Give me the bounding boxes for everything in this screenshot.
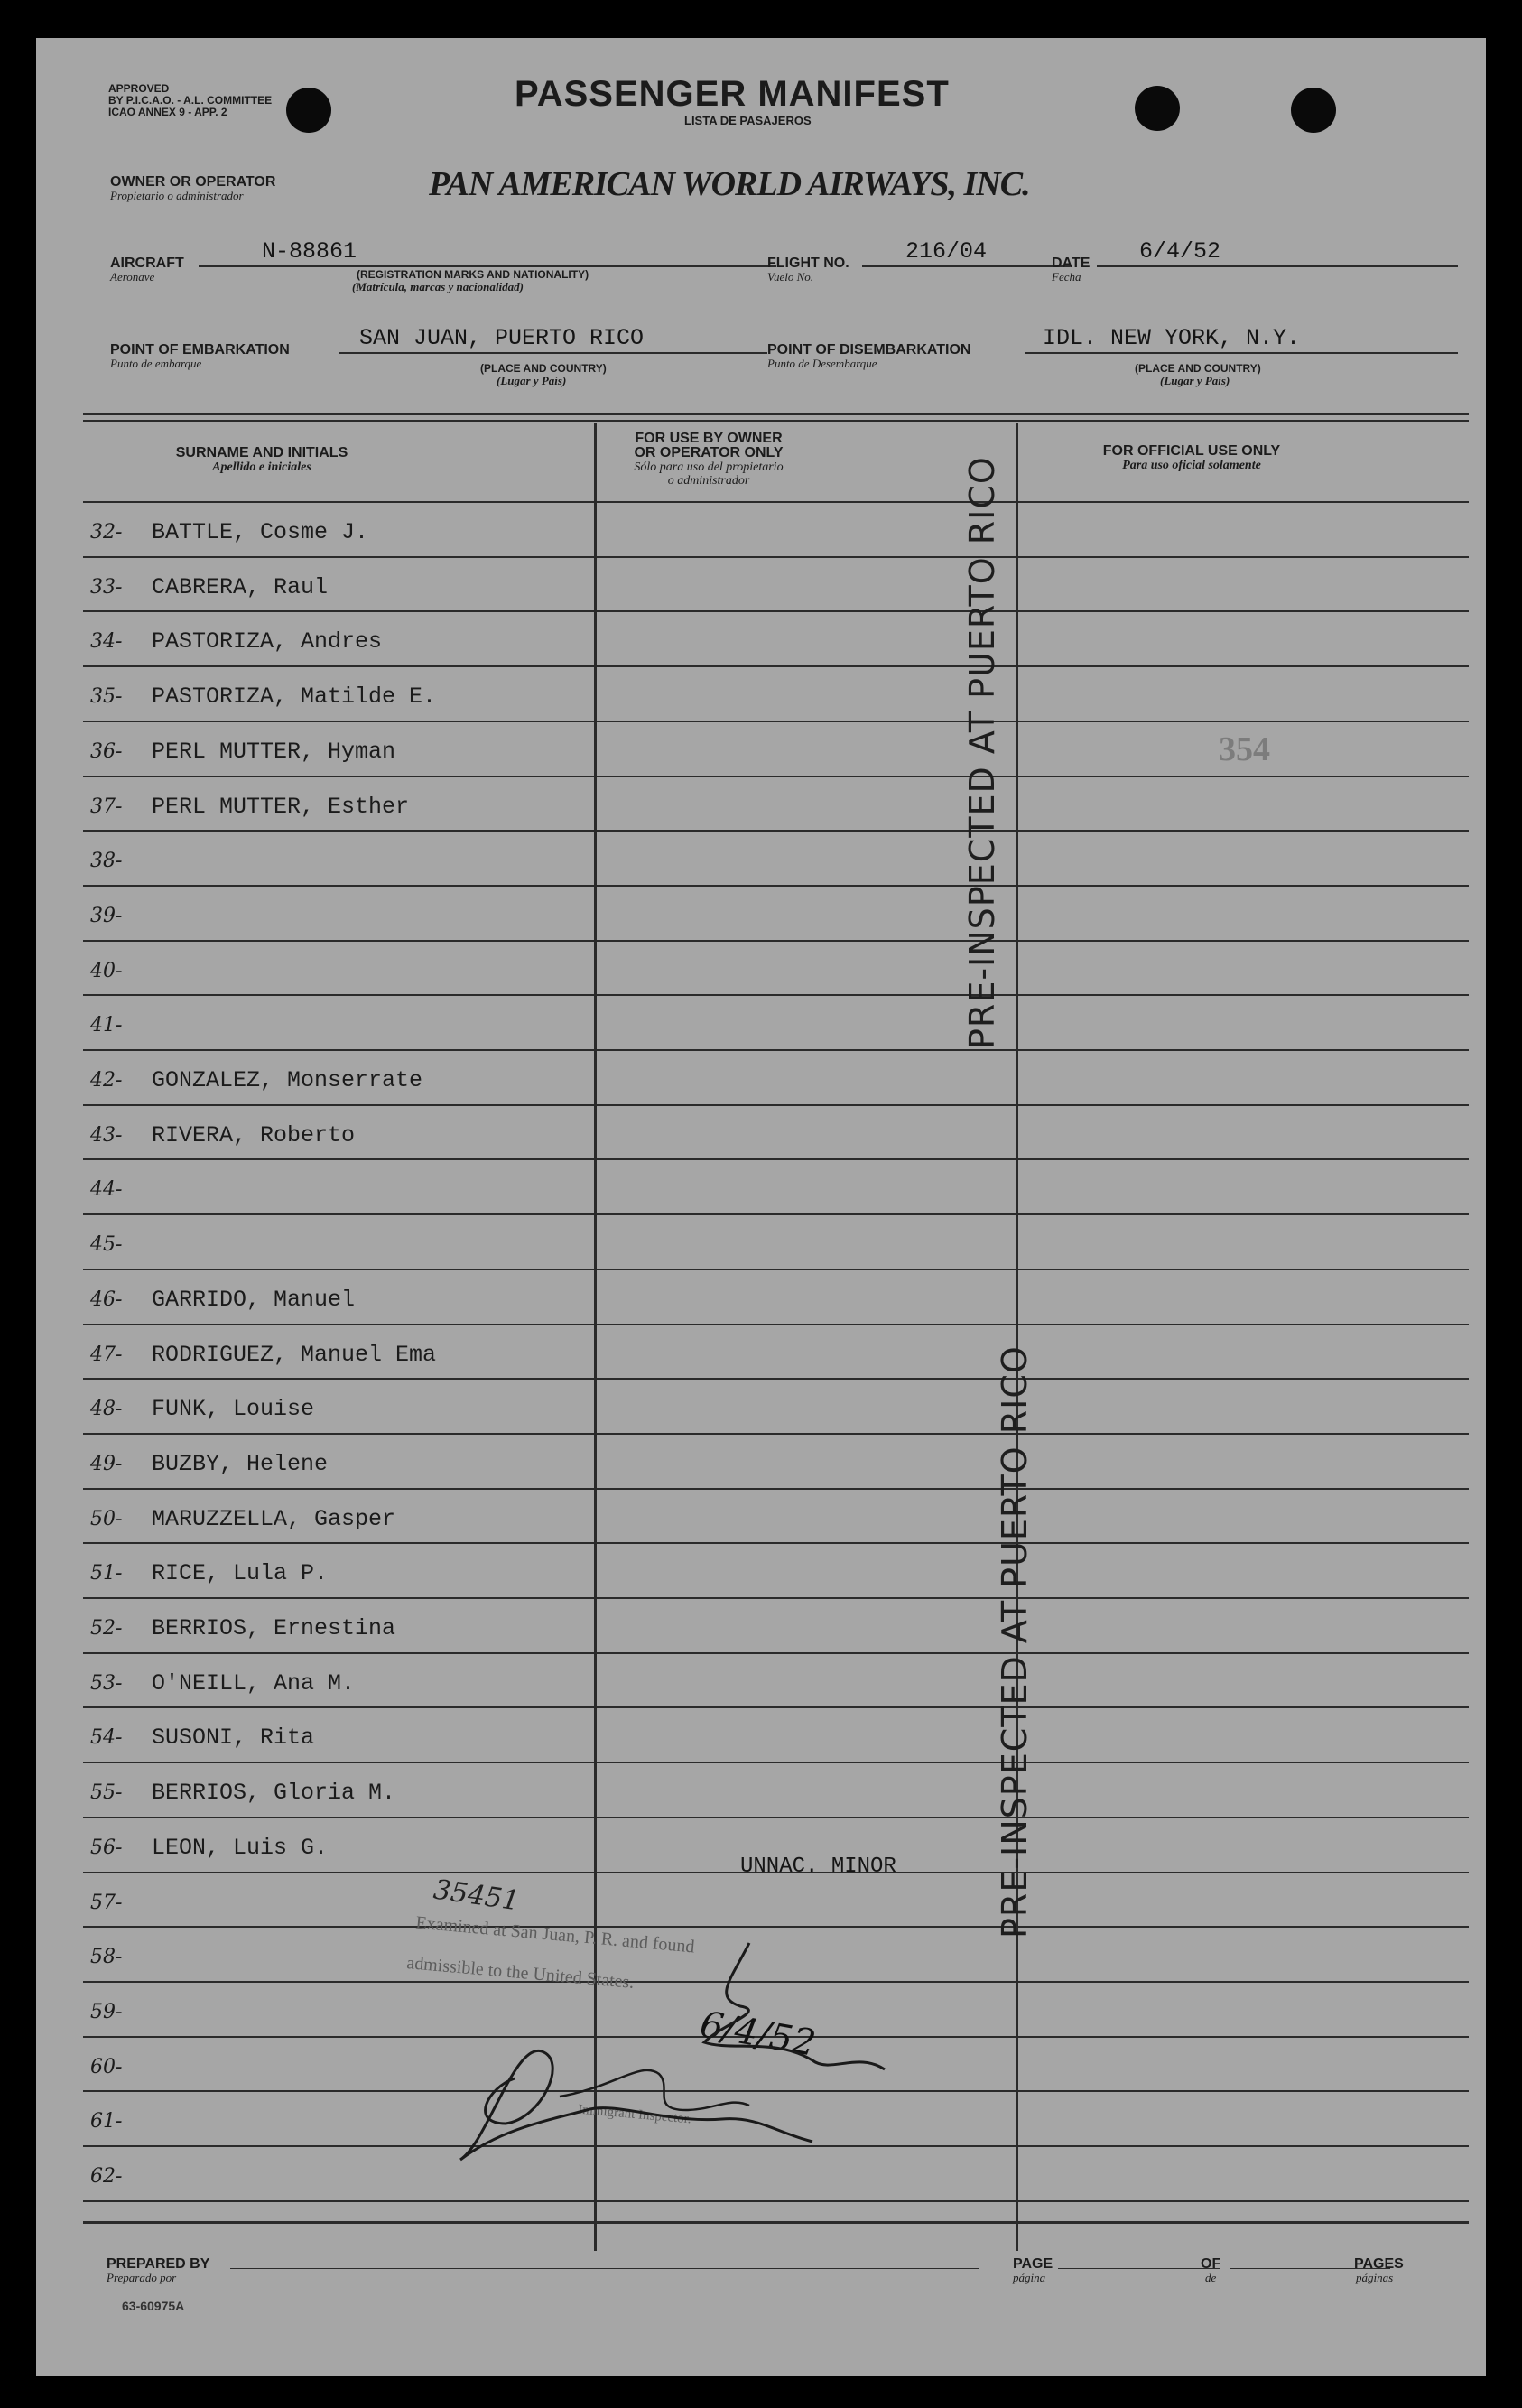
list-item [90,628,382,655]
disembark-value: IDL. NEW YORK, N.Y. [1043,325,1301,351]
embark-caption-es: (Lugar y País) [497,374,567,387]
passenger-name: RODRIGUEZ, Manuel Ema [152,1341,437,1368]
page-title: PASSENGER MANIFEST [515,74,950,114]
list-item [90,1012,152,1038]
table-top-rule [83,413,1469,415]
col-owner-label-2: OR OPERATOR ONLY [634,445,784,460]
preinspected-stamp-2: PRE-INSPECTED AT PUERTO RICO [995,1345,1035,1938]
row-rule [83,1104,1469,1106]
row-rule [83,1213,1469,1215]
row-number: 38- [90,850,123,873]
manifest-sheet [36,38,1486,2376]
embark-label-es: Punto de embarque [110,357,202,370]
row-rule [83,1652,1469,1654]
page-label-es: página [1013,2271,1046,2284]
list-item [90,519,368,545]
row-number: 42- [90,1069,123,1092]
official-number: 354 [1219,730,1270,768]
page-underline [1058,2268,1220,2269]
passenger-name: PERL MUTTER, Hyman [152,738,396,765]
row-number: 40- [90,959,123,982]
list-item [90,1725,314,1751]
list-item [90,1999,152,2025]
date-label-es: Fecha [1052,270,1081,284]
row-rule [83,1488,1469,1490]
row-number: 33- [90,575,123,599]
row-number: 62- [90,2165,123,2188]
approved-label: APPROVED [108,82,170,95]
list-item [90,1780,395,1806]
list-item [90,1232,152,1258]
row-number: 44- [90,1178,123,1202]
passenger-name: GONZALEZ, Monserrate [152,1067,423,1093]
pages-label: PAGES [1354,2256,1404,2272]
prepared-by-label-es: Preparado por [107,2271,177,2284]
row-number: 43- [90,1123,123,1147]
flight-underline [862,265,1070,267]
page-subtitle: LISTA DE PASAJEROS [684,114,812,127]
list-item [90,1122,355,1148]
col-owner-label-1: FOR USE BY OWNER [635,431,783,446]
list-item [90,2108,152,2134]
list-item [90,958,152,984]
row-rule [83,721,1469,722]
disembark-underline [1025,352,1458,354]
passenger-name: BERRIOS, Ernestina [152,1615,396,1641]
list-item [90,1835,328,1861]
row-rule [83,940,1469,942]
of-label-es: de [1205,2271,1217,2284]
row-number: 37- [90,795,123,818]
row-rule [83,1706,1469,1708]
row-number: 57- [90,1891,123,1914]
list-item [90,1287,355,1313]
row-rule [83,1597,1469,1599]
col-surname-label-es: Apellido e iniciales [212,460,311,474]
list-item [90,1396,314,1422]
row-rule [83,1817,1469,1818]
row-rule [83,776,1469,777]
passenger-name: RIVERA, Roberto [152,1121,356,1148]
list-item [90,1176,152,1203]
row-rule [83,830,1469,832]
signature-stroke-3 [560,2070,749,2110]
list-item [90,2054,152,2080]
row-number: 50- [90,1507,123,1530]
row-number: 36- [90,739,123,763]
row-rule [83,1324,1469,1325]
flight-label: FLIGHT NO. [767,256,849,271]
prepared-by-label: PREPARED BY [107,2256,210,2272]
passenger-name: CABRERA, Raul [152,573,329,600]
prepared-by-underline [230,2268,979,2269]
passenger-name: LEON, Luis G. [152,1834,329,1861]
aircraft-caption: (REGISTRATION MARKS AND NATIONALITY) [357,268,589,281]
row-rule [83,1269,1469,1270]
list-item [90,1560,328,1586]
handwritten-reference: 35451 [432,1873,522,1918]
committee-label: BY P.I.C.A.O. - A.L. COMMITTEE [108,94,273,107]
list-item [90,1670,355,1697]
list-item [90,1506,395,1532]
embark-value: SAN JUAN, PUERTO RICO [359,325,645,351]
row-rule [83,885,1469,887]
passenger-name: MARUZZELLA, Gasper [152,1505,396,1532]
list-item [90,1067,422,1093]
passenger-name: O'NEILL, Ana M. [152,1669,356,1697]
preinspected-stamp-1: PRE-INSPECTED AT PUERTO RICO [962,456,1002,1049]
inspector-signature [433,1916,939,2187]
row-rule [83,1158,1469,1160]
disembark-label: POINT OF DISEMBARKATION [767,342,971,358]
handwritten-date: 6/4/52 [696,2004,819,2065]
row-rule [83,556,1469,558]
row-rule [83,610,1469,612]
aircraft-underline [199,265,776,267]
inspection-stamp-line-3: Immigrant Inspector. [577,2102,692,2127]
signature-stroke-2 [460,2050,812,2160]
row-rule [83,1762,1469,1763]
unnac-minor-note: UNNAC. MINOR [740,1855,896,1879]
list-item [90,1890,152,1916]
row-number: 48- [90,1398,123,1421]
date-underline [1097,265,1458,267]
row-rule [83,1542,1469,1544]
of-label: OF [1201,2256,1221,2272]
aircraft-label-es: Aeronave [110,270,155,284]
punch-hole-left [286,88,331,133]
punch-hole-right [1291,88,1336,133]
col-official-header [1065,444,1318,472]
aircraft-caption-es: (Matrícula, marcas y nacionalidad) [352,280,524,293]
row-rule [83,1378,1469,1380]
list-item [90,2163,152,2190]
passenger-name: FUNK, Louise [152,1396,315,1423]
list-item [90,848,152,874]
passenger-name: PASTORIZA, Andres [152,628,383,655]
aircraft-value: N-88861 [262,238,357,265]
list-item [90,1944,152,1970]
row-number: 46- [90,1288,123,1311]
inspection-stamp-line-2: admissible to the United States. [405,1953,636,1993]
aircraft-label: AIRCRAFT [110,256,184,271]
row-number: 52- [90,1617,123,1640]
row-rule [83,994,1469,996]
disembark-caption-es: (Lugar y País) [1160,374,1230,387]
list-item [90,1615,395,1641]
passenger-name: BATTLE, Cosme J. [152,519,369,545]
inspection-stamp-line-1: Examined at San Juan, P. R. and found [414,1912,696,1957]
passenger-name: PERL MUTTER, Esther [152,793,410,820]
list-item [90,1451,328,1477]
col-header-rule [83,501,1469,503]
table-top-rule-2 [83,420,1469,422]
col-official-label-es: Para uso oficial solamente [1122,459,1261,472]
passenger-name: PASTORIZA, Matilde E. [152,683,437,711]
row-number: 39- [90,904,123,927]
owner-value: PAN AMERICAN WORLD AIRWAYS, INC. [429,165,1030,203]
col-owner-label-es-2: o administrador [667,474,750,488]
list-item [90,794,409,820]
embark-label: POINT OF EMBARKATION [110,342,290,358]
row-rule [83,2200,1469,2202]
table-bottom-rule [83,2221,1469,2224]
row-number: 53- [90,1671,123,1695]
row-number: 56- [90,1836,123,1859]
pages-label-es: páginas [1356,2271,1394,2284]
owner-label-es: Propietario o administrador [110,189,244,202]
passenger-name: GARRIDO, Manuel [152,1286,356,1313]
flight-label-es: Vuelo No. [767,270,814,284]
disembark-label-es: Punto de Desembarque [767,357,877,370]
row-number: 32- [90,521,123,544]
passenger-name: BUZBY, Helene [152,1450,329,1477]
row-number: 34- [90,630,123,654]
date-value: 6/4/52 [1139,238,1221,265]
list-item [90,903,152,929]
list-item [90,574,328,600]
row-rule [83,1433,1469,1435]
disembark-caption: (PLACE AND COUNTRY) [1135,362,1261,375]
row-rule [83,1049,1469,1051]
row-number: 47- [90,1343,123,1366]
list-item [90,739,395,765]
list-item [90,683,436,710]
form-number: 63-60975A [122,2299,185,2313]
punch-hole-center [1135,86,1180,131]
row-number: 51- [90,1562,123,1585]
passenger-name: SUSONI, Rita [152,1725,315,1752]
list-item [90,1342,436,1368]
row-rule [83,665,1469,667]
embark-underline [339,352,767,354]
row-number: 54- [90,1726,123,1750]
page-label: PAGE [1013,2256,1053,2272]
row-number: 61- [90,2110,123,2134]
embark-caption: (PLACE AND COUNTRY) [480,362,607,375]
row-number: 58- [90,1946,123,1969]
row-number: 49- [90,1452,123,1475]
date-label: DATE [1052,256,1090,271]
passenger-name: RICE, Lula P. [152,1560,329,1587]
annex-label: ICAO ANNEX 9 - APP. 2 [108,106,227,118]
col-official-label: FOR OFFICIAL USE ONLY [1102,443,1281,459]
row-number: 35- [90,685,123,709]
owner-label: OWNER OR OPERATOR [110,174,276,190]
signature-stroke-1 [704,1943,885,2069]
row-number: 45- [90,1233,123,1257]
flight-value: 216/04 [905,238,988,265]
col-surname-label: SURNAME AND INITIALS [175,445,348,460]
passenger-name: BERRIOS, Gloria M. [152,1780,396,1807]
row-number: 60- [90,2055,123,2078]
row-number: 41- [90,1014,123,1037]
row-number: 59- [90,2000,123,2023]
col-surname-header [117,446,406,474]
row-number: 55- [90,1781,123,1805]
col-owner-label-es-1: Sólo para uso del propietario [634,460,784,474]
col-divider-2 [1016,423,1018,2251]
col-owner-header [596,432,821,488]
